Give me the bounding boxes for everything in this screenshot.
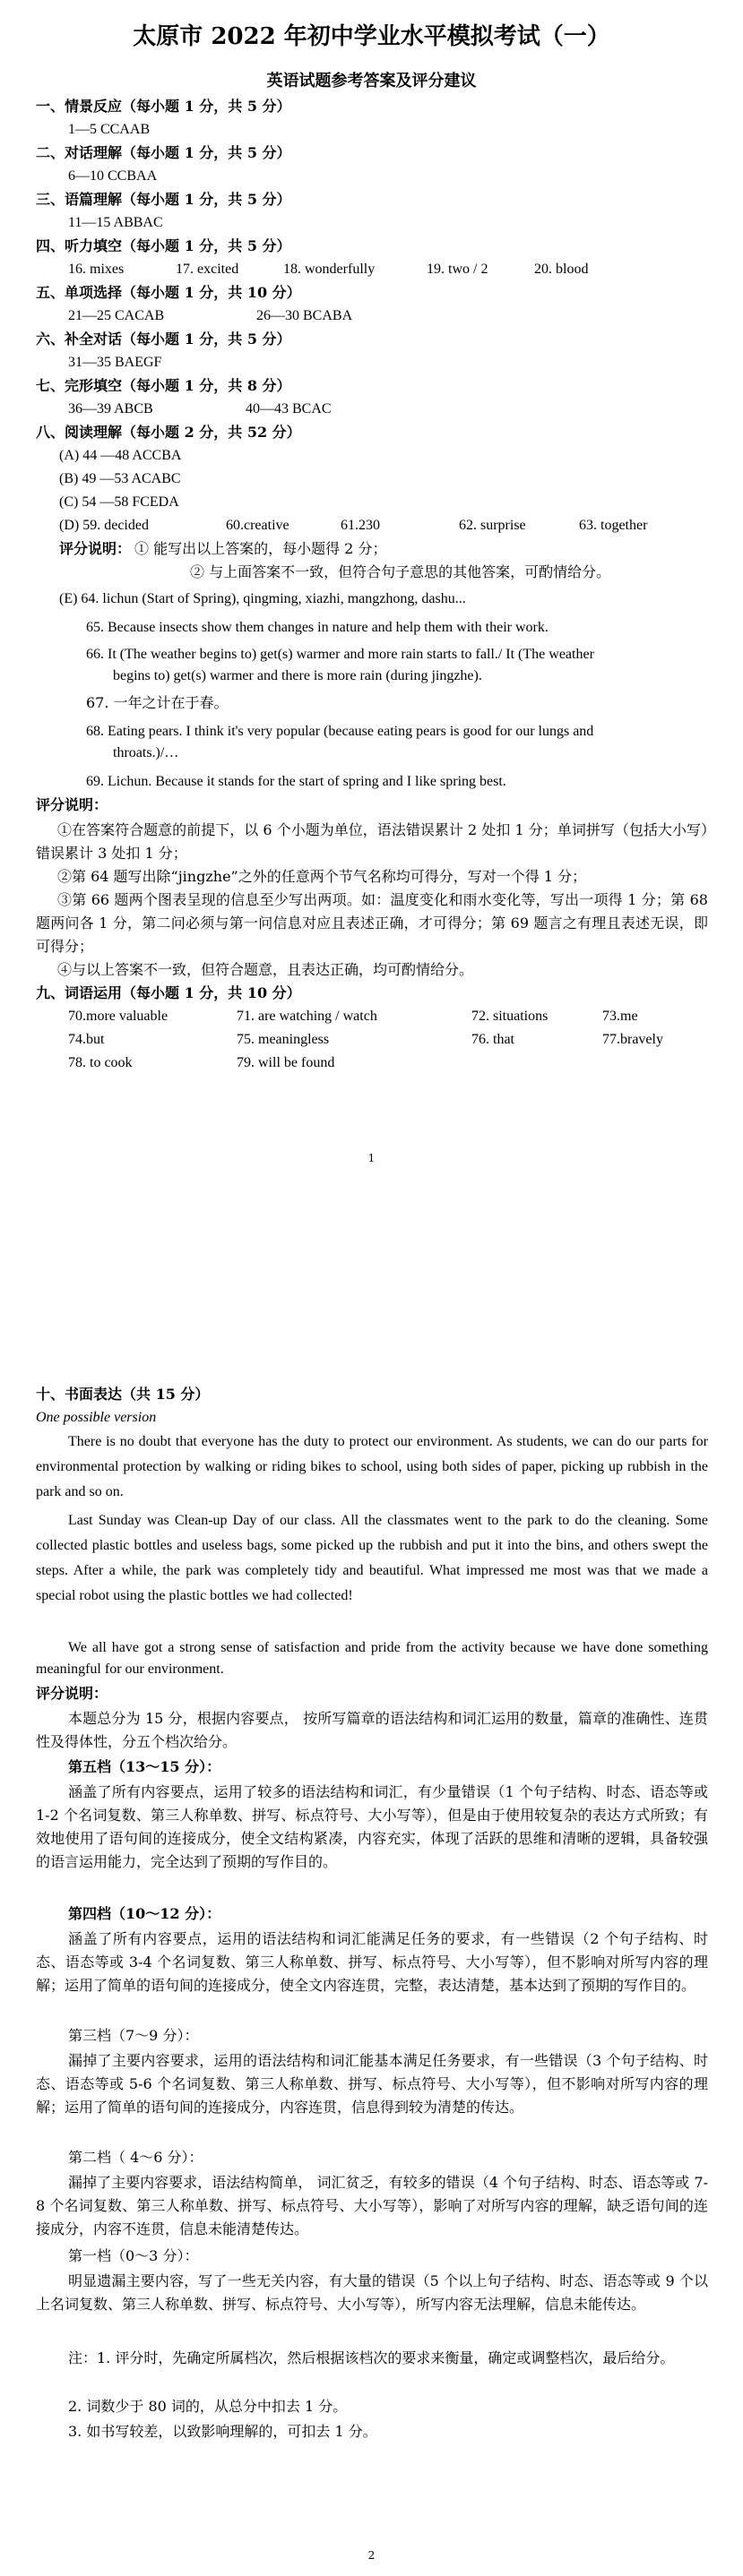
vocab-item: 73.me: [602, 1009, 638, 1024]
reading-answer: (D) 59. decided: [59, 518, 149, 533]
section-head: 五、单项选择（每小题 1 分，共 10 分）: [36, 284, 301, 301]
answer-line: 31—35 BAEGF: [68, 355, 162, 370]
reading-answer: begins to) get(s) warmer and there is more rain (during jingzhe).: [113, 668, 482, 683]
note-paragraph: ③第 66 题两个图表呈现的信息至少写出两项。如：温度变化和雨水变化等，写出一项得 1 分；第 68 题两问各 1 分，第二问必须与第一问信息对应且表述正确，才可得分；第 69 题言之有理且表述无误，即可得分；: [36, 891, 708, 955]
grade-paragraph: 漏掉了主要内容要求，语法结构简单， 词汇贫乏，有较多的错误（4 个句子结构、时态、语态等或 7-8 个名词复数、第三人称单数、拼写、标点符号、大小写等），影响了对所写内容的理解，缺乏语句间的连接成分，内容不连贯，信息未能清楚传达。: [36, 2174, 708, 2237]
section-head: 一、情景反应（每小题 1 分，共 5 分）: [36, 98, 291, 115]
answer-line: 1—5 CCAAB: [68, 122, 151, 137]
essay-paragraph: There is no doubt that everyone has the duty to protect our environment. As students, we can do our parts for environmental protection by walking or riding bikes to school, using both sides of paper, picking up rubbish in the park and so on.: [36, 1434, 708, 1499]
vocab-item: 71. are watching / watch: [237, 1009, 377, 1024]
scoring-note: ② 与上面答案不一致，但符合句子意思的其他答案，可酌情给分。: [190, 563, 611, 580]
reading-answer: 63. together: [579, 518, 648, 533]
answer-item: 16. mixes: [68, 262, 125, 277]
grade-paragraph: 漏掉了主要内容要求，运用的语法结构和词汇能基本满足任务要求，有一些错误（3 个句子结构、时态、语态等或 5-6 个名词复数、第三人称单数、拼写、标点符号、大小写等），但不影响对所写内容的理解；运用了简单的语句间的连接成分，内容连贯，信息得到较为清楚的传达。: [36, 2052, 708, 2116]
essay-paragraph: Last Sunday was Clean-up Day of our class. All the classmates went to the park to do the cleaning. Some collected plastic bottles and useless bags, some picked up the rubbish and put it into the bins, and others swept the steps. After a while, the park was completely tidy and beautiful. What impressed me most was that we made a special robot using the plastic bottles we had collected!: [36, 1513, 708, 1603]
answer-item: 40—43 BCAC: [246, 401, 332, 416]
scoring-intro: 本题总分为 15 分，根据内容要点， 按所写篇章的语法结构和词汇运用的数量，篇章的准确性、连贯性及得体性，分五个档次给分。: [36, 1710, 708, 1750]
vocab-item: 79. will be found: [237, 1055, 335, 1070]
reading-answer: (B) 49 —53 ACABC: [59, 471, 181, 486]
page-number: 2: [367, 2549, 376, 2562]
answer-line: 11—15 ABBAC: [68, 215, 163, 230]
vocab-item: 75. meaningless: [237, 1032, 330, 1047]
reading-answer: 68. Eating pears. I think it's very popular (because eating pears is good for our lungs and: [86, 724, 594, 739]
reading-answer: throats.)/…: [113, 745, 179, 760]
answer-item: 26—30 BCABA: [256, 308, 353, 323]
reading-answer: (A) 44 —48 ACCBA: [59, 448, 182, 463]
answer-item: 20. blood: [534, 262, 589, 277]
reading-answer: 65. Because insects show them changes in nature and help them with their work.: [86, 620, 549, 635]
page-subtitle: 英语试题参考答案及评分建议: [266, 72, 477, 90]
grade-head: 第二档（ 4～6 分）：: [68, 2149, 203, 2166]
answer-item: 17. excited: [176, 262, 239, 277]
vocab-item: 78. to cook: [68, 1055, 133, 1070]
footnote: 注：1. 评分时，先确定所属档次，然后根据该档次的要求来衡量，确定或调整档次，最后给分。: [68, 2349, 675, 2366]
scoring-label: 评分说明：: [36, 1685, 108, 1702]
grade-paragraph: 明显遗漏主要内容，写了一些无关内容，有大量的错误（5 个以上句子结构、时态、语态等或 9 个以上名词复数、第三人称单数、拼写、标点符号、大小写等），所写内容无法理解，信息未能传达。: [36, 2272, 708, 2313]
section-head: 十、书面表达（共 15 分）: [36, 1386, 210, 1403]
section-head: 三、语篇理解（每小题 1 分，共 5 分）: [36, 191, 291, 208]
note-paragraph: ②第 64 题写出除“jingzhe”之外的任意两个节气名称均可得分，写对一个得 1 分；: [57, 868, 587, 885]
note-paragraph: ④与以上答案不一致，但符合题意，且表达正确，均可酌情给分。: [57, 961, 474, 978]
version-label: One possible version: [36, 1410, 157, 1425]
grade-head: 第三档（7～9 分）：: [68, 2027, 199, 2044]
vocab-item: 74.but: [68, 1032, 105, 1047]
vocab-item: 76. that: [471, 1032, 514, 1047]
answer-item: 18. wonderfully: [283, 262, 376, 277]
note-paragraph: ①在答案符合题意的前提下，以 6 个小题为单位，语法错误累计 2 处扣 1 分；单词拼写（包括大小写）错误累计 3 处扣 1 分；: [36, 821, 708, 862]
scoring-note: ① 能写出以上答案的，每小题得 2 分；: [134, 540, 387, 557]
essay-paragraph: We all have got a strong sense of satisfaction and pride from the activity because we have done something meaningful for our environment.: [36, 1640, 708, 1677]
answer-item: 19. two / 2: [427, 262, 488, 277]
grade-head: 第五档（13～15 分）：: [68, 1758, 221, 1775]
grade-head: 第四档（10～12 分）：: [68, 1905, 221, 1922]
grade-paragraph: 涵盖了所有内容要点，运用了较多的语法结构和词汇，有少量错误（1 个句子结构、时态、语态等或 1-2 个名词复数、第三人称单数、拼写、标点符号、大小写等），但是由于使用较复杂的表达方式所致；有效地使用了语句间的连接成分，使全文结构紧凑，内容充实，体现了活跃的思维和清晰的逻辑，具备较强的语言运用能力，完全达到了预期的写作目的。: [36, 1783, 708, 1870]
section-head: 六、补全对话（每小题 1 分，共 5 分）: [36, 331, 291, 348]
reading-answer: 61.230: [341, 518, 380, 533]
vocab-item: 77.bravely: [602, 1032, 663, 1047]
page-title: 太原市 2022 年初中学业水平模拟考试（一）: [133, 23, 610, 50]
section-head: 二、对话理解（每小题 1 分，共 5 分）: [36, 144, 291, 161]
answer-item: 21—25 CACAB: [68, 308, 165, 323]
reading-answer: 66. It (The weather begins to) get(s) warmer and more rain starts to fall./ It (The weather: [86, 647, 594, 662]
reading-answer: 67. 一年之计在于春。: [86, 694, 229, 711]
reading-answer: 60.creative: [226, 518, 289, 533]
reading-answer: 62. surprise: [459, 518, 526, 533]
vocab-item: 72. situations: [471, 1009, 549, 1024]
answer-item: 36—39 ABCB: [68, 401, 153, 416]
section-head: 八、阅读理解（每小题 2 分，共 52 分）: [36, 424, 301, 441]
notes-label: 评分说明：: [36, 796, 108, 813]
reading-answer: (E) 64. lichun (Start of Spring), qingming, xiazhi, mangzhong, dashu...: [59, 591, 466, 606]
section-head: 四、听力填空（每小题 1 分，共 5 分）: [36, 237, 291, 254]
section-head: 九、词语运用（每小题 1 分，共 10 分）: [36, 984, 301, 1001]
grade-head: 第一档（0～3 分）：: [68, 2247, 199, 2264]
grade-paragraph: 涵盖了所有内容要点，运用的语法结构和词汇能满足任务的要求，有一些错误（2 个句子结构、时态、语态等或 3-4 个名词复数、第三人称单数、拼写、标点符号、大小写等），但不影响对所写内容的理解；运用了简单的语句间的连接成分，使全文内容连贯，完整，表达清楚，基本达到了预期的写作目的。: [36, 1930, 708, 1994]
reading-answer: (C) 54 —58 FCEDA: [59, 494, 179, 510]
scoring-label: 评分说明：: [59, 540, 132, 557]
answer-line: 6—10 CCBAA: [68, 168, 158, 184]
footnote: 2. 词数少于 80 词的，从总分中扣去 1 分。: [68, 2398, 348, 2415]
reading-answer: 69. Lichun. Because it stands for the start of spring and I like spring best.: [86, 774, 506, 789]
page-number: 1: [367, 1152, 376, 1164]
section-head: 七、完形填空（每小题 1 分，共 8 分）: [36, 377, 291, 394]
footnote: 3. 如书写较差，以致影响理解的，可扣去 1 分。: [68, 2423, 377, 2440]
vocab-item: 70.more valuable: [68, 1009, 168, 1024]
